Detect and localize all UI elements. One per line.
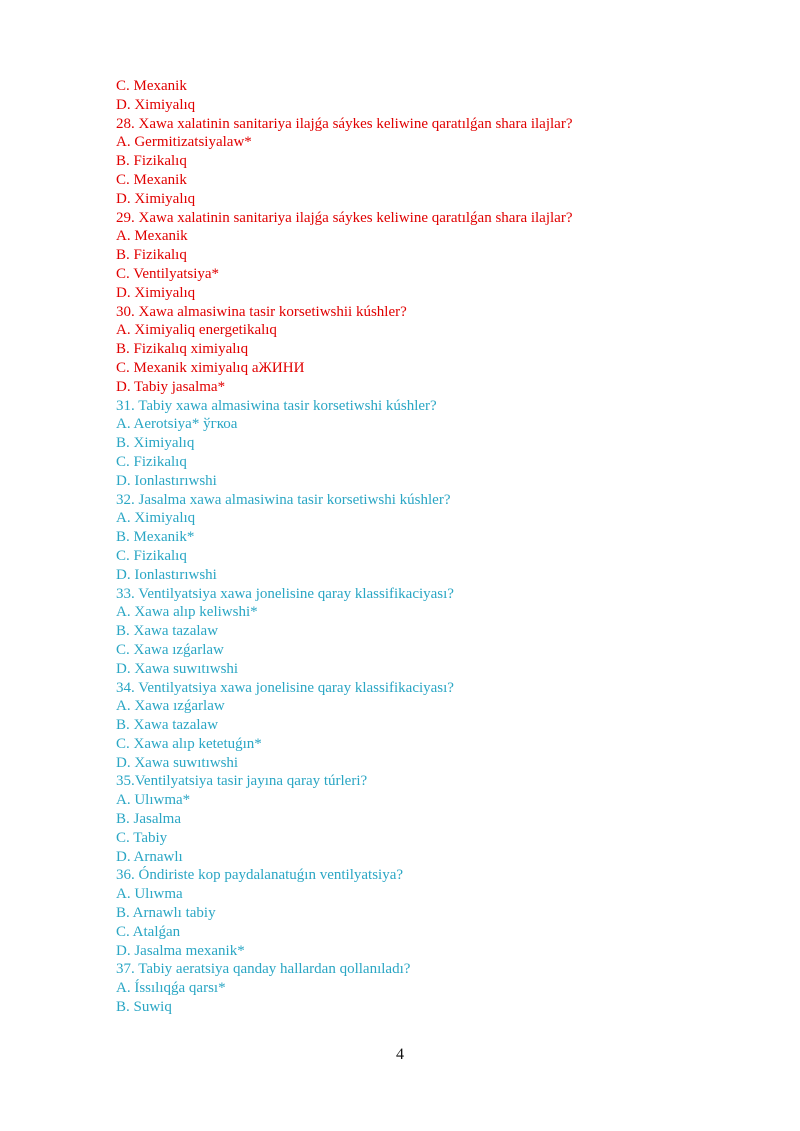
text-line: D. Ximiyalıq <box>116 190 196 207</box>
text-line: A. Ximiyaliq energetikalıq <box>116 322 277 339</box>
text-line: B. Mexanik* <box>116 529 195 546</box>
question-line: 33. Ventilyatsiya xawa jonelisine qaray klassifikaciyası? <box>116 585 454 602</box>
text-line: B. Xawa tazalaw <box>116 717 219 734</box>
text-line: B. Xawa tazalaw <box>116 623 219 640</box>
text-line: D. Xawa suwıtıwshi <box>116 754 239 771</box>
text-line: A. Ulıwma* <box>116 792 191 809</box>
question-line: 37. Tabiy aeratsiya qanday hallardan qollanıladı? <box>116 961 411 978</box>
text-line: D. Ximiyalıq <box>116 284 196 301</box>
question-line: 29. Xawa xalatinin sanitariya ilajǵa sáykes keliwine qaratılǵan shara ilajlar? <box>116 209 573 226</box>
text-line: A. Mexanik <box>116 228 188 245</box>
question-line: 30. Xawa almasiwina tasir korsetiwshii kúshler? <box>116 303 407 320</box>
text-line: C. Xawa ızǵarlaw <box>116 641 224 658</box>
text-line: A. Aerotsiya* ўгкоа <box>116 416 238 433</box>
page-number: 4 <box>396 1046 404 1063</box>
text-line: C. Fizikalıq <box>116 547 187 564</box>
text-line: C. Atalǵan <box>116 923 181 940</box>
text-line: D. Tabiy jasalma* <box>116 378 226 395</box>
text-line: B. Fizikalıq <box>116 247 187 264</box>
text-line: A. Germitizatsiyalaw* <box>116 134 252 151</box>
text-line: B. Fizikalıq <box>116 153 187 170</box>
text-line: C. Tabiy <box>116 829 168 846</box>
text-line: C. Mexanik ximiyalıq aЖИНИ <box>116 359 305 376</box>
text-line: B. Suwiq <box>116 999 172 1016</box>
document-body <box>116 77 756 1017</box>
text-line: D. Arnawlı <box>116 848 183 865</box>
text-line: B. Jasalma <box>116 811 181 828</box>
text-line: A. Xawa ızǵarlaw <box>116 698 225 715</box>
text-line: D. Ximiyalıq <box>116 96 196 113</box>
text-line: A. Ximiyalıq <box>116 510 196 527</box>
text-line: A. Ulıwma <box>116 886 183 903</box>
text-line: D. Ionlastırıwshi <box>116 566 217 583</box>
question-line: 32. Jasalma xawa almasiwina tasir korsetiwshi kúshler? <box>116 491 451 508</box>
text-line: D. Ionlastırıwshi <box>116 472 217 489</box>
text-line: A. Xawa alıp keliwshi* <box>116 604 258 621</box>
text-line: D. Xawa suwıtıwshi <box>116 660 239 677</box>
text-line: B. Ximiyalıq <box>116 435 195 452</box>
question-line: 31. Tabiy xawa almasiwina tasir korsetiwshi kúshler? <box>116 397 437 414</box>
question-line: 34. Ventilyatsiya xawa jonelisine qaray klassifikaciyası? <box>116 679 454 696</box>
question-line: 28. Xawa xalatinin sanitariya ilajǵa sáykes keliwine qaratılǵan shara ilajlar? <box>116 115 573 132</box>
text-line: C. Mexanik <box>116 171 187 188</box>
question-line: 36. Óndiriste kop paydalanatuǵın ventilyatsiya? <box>116 867 404 884</box>
text-line: C. Mexanik <box>116 78 187 94</box>
text-line: C. Ventilyatsiya* <box>116 265 220 282</box>
text-line: A. Íssılıqǵa qarsı* <box>116 980 226 997</box>
text-line: D. Jasalma mexanik* <box>116 942 245 959</box>
text-line: C. Xawa alıp ketetuǵın* <box>116 735 262 752</box>
text-line: B. Arnawlı tabiy <box>116 905 216 922</box>
text-line: C. Fizikalıq <box>116 453 187 470</box>
text-line: B. Fizikalıq ximiyalıq <box>116 341 249 358</box>
question-line: 35.Ventilyatsiya tasir jayına qaray túrleri? <box>116 773 368 790</box>
